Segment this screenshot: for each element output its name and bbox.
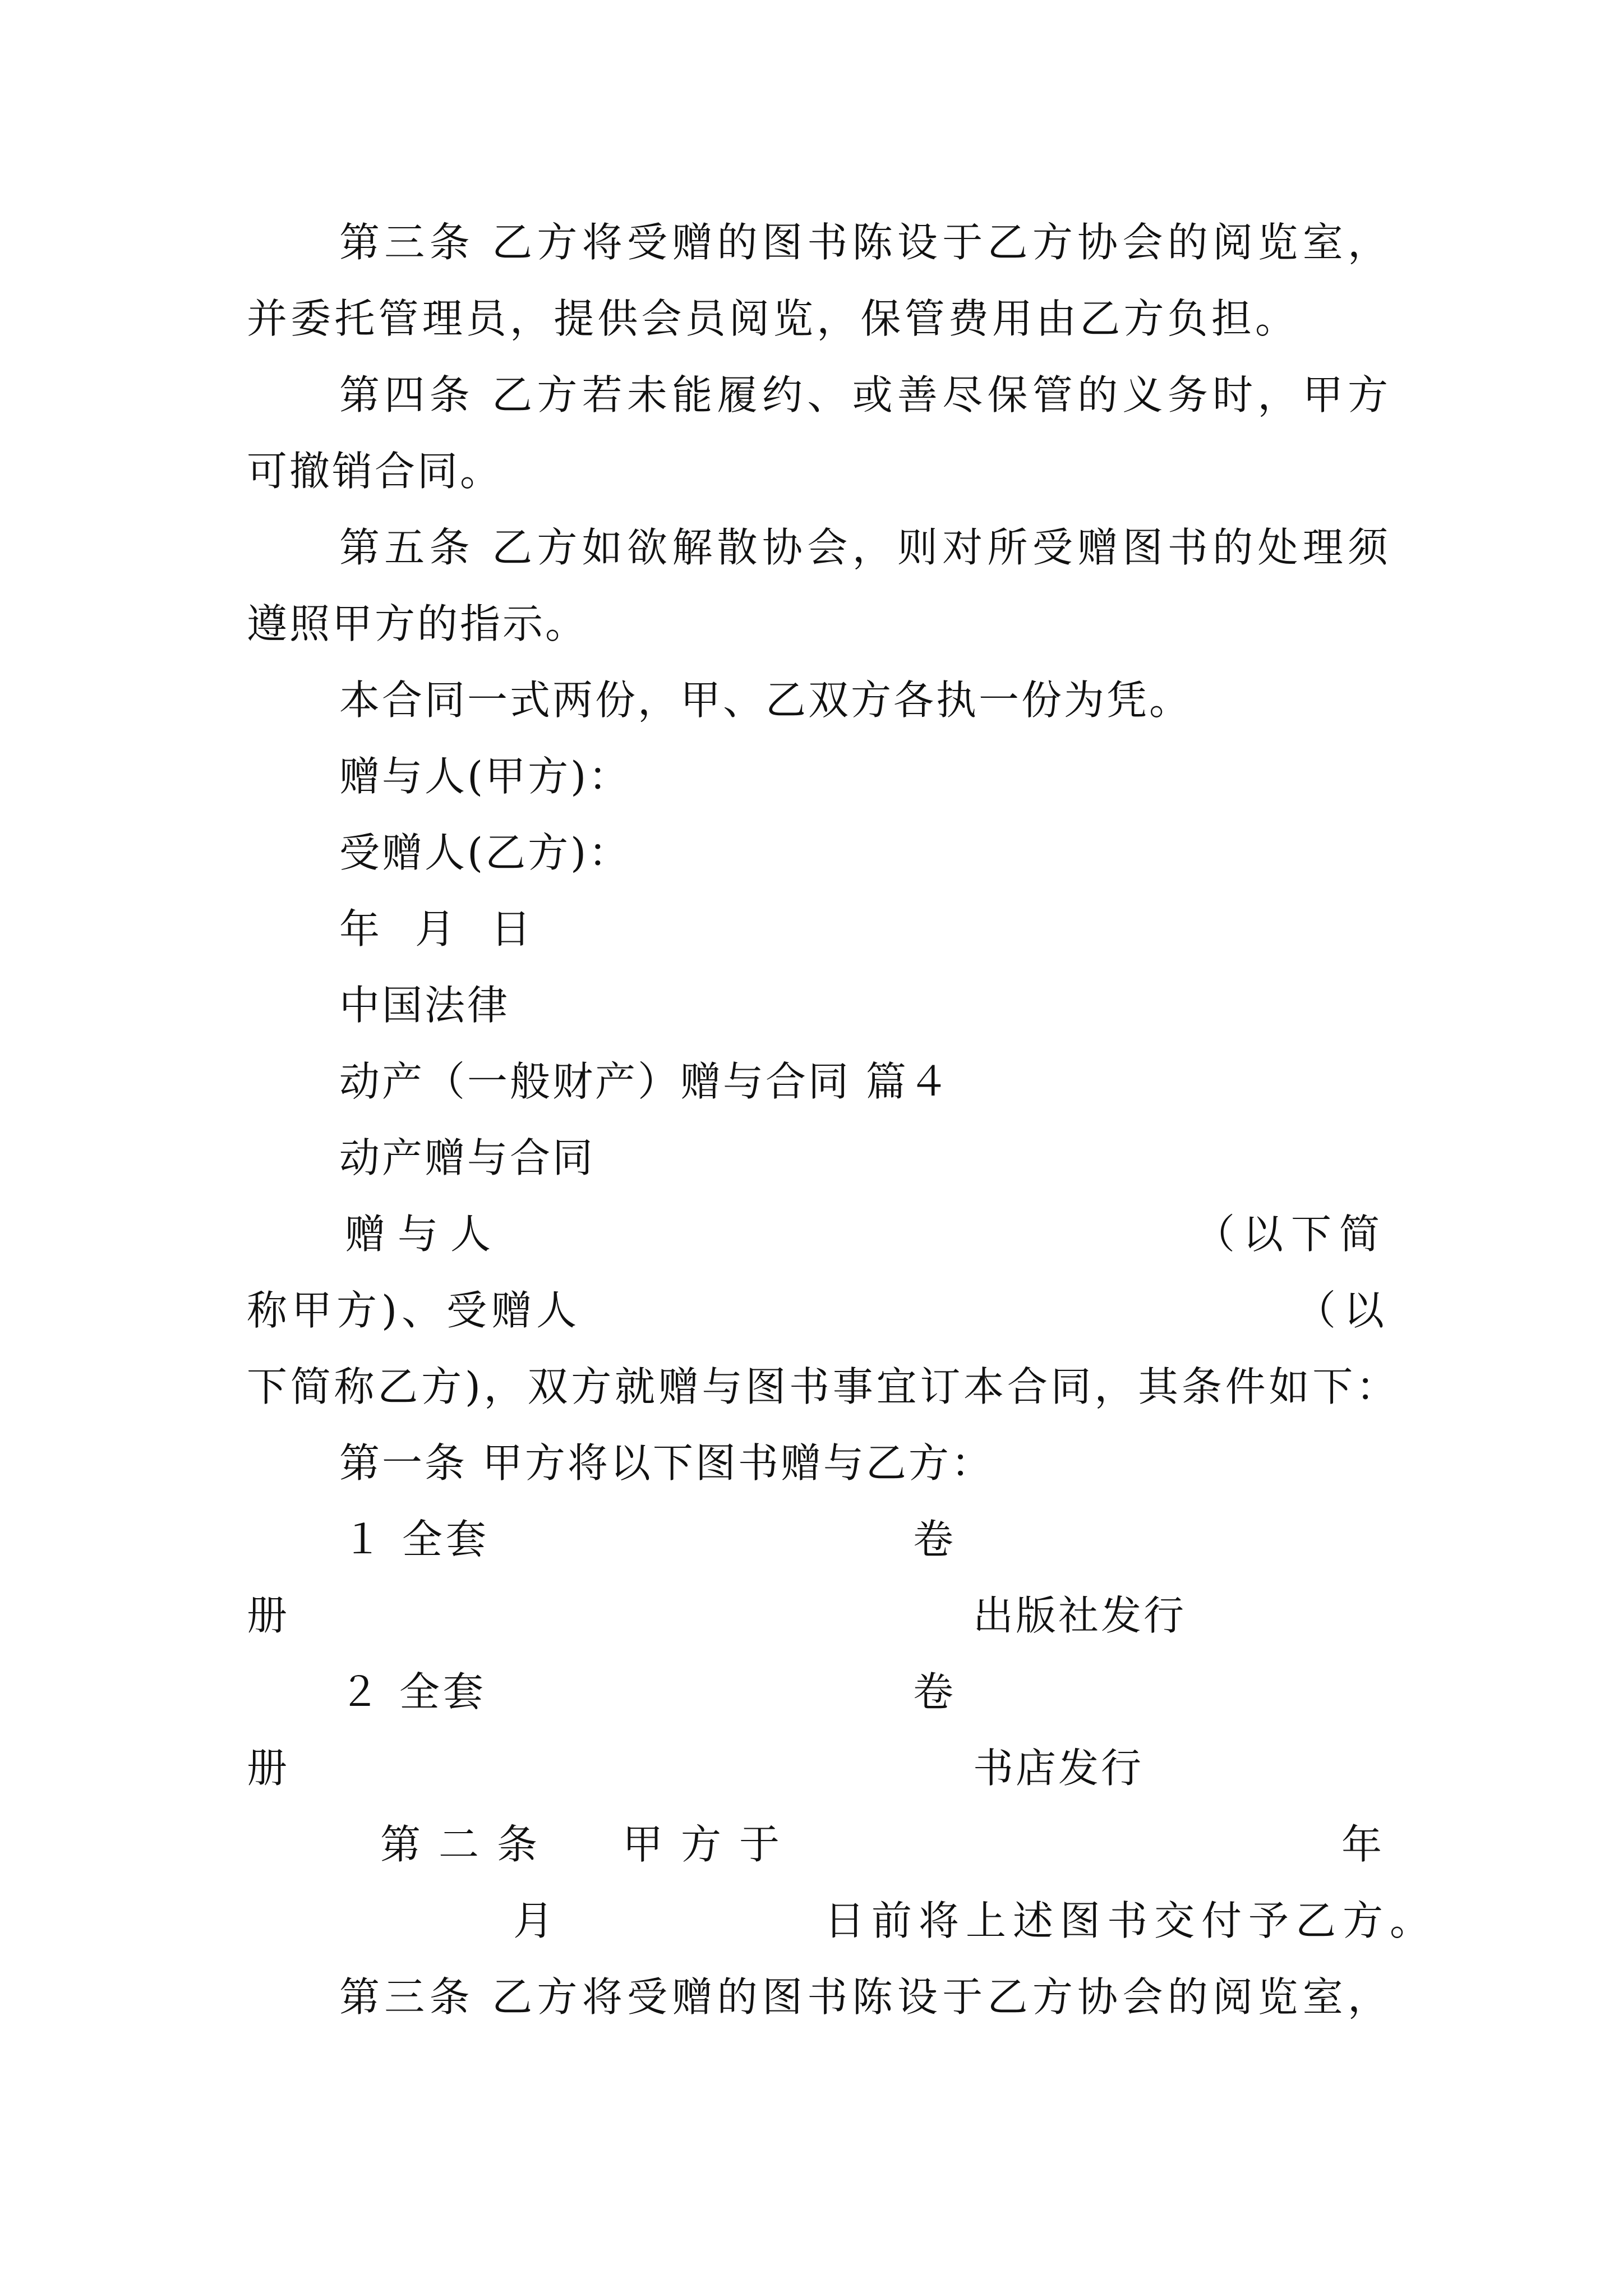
donor-abbrev-label: （以下简	[1195, 1211, 1388, 1258]
copies-clause: 本合同一式两份，甲、乙双方各执一份为凭。	[339, 677, 1192, 724]
recipient-abbrev-label: （以	[1295, 1287, 1393, 1334]
item-2-bookstore: 书店发行	[973, 1745, 1144, 1792]
item-2-volume: 卷	[913, 1668, 954, 1715]
article-1-heading: 第一条 甲方将以下图书赠与乙方：	[339, 1439, 994, 1487]
paragraph-article-3-line-1: 第三条 乙方将受赠的图书陈设于乙方协会的阅览室，	[339, 219, 1388, 266]
contract-title: 动产赠与合同	[339, 1134, 596, 1181]
item-2-book: 册	[247, 1745, 288, 1792]
recipient-signature-label: 受赠人(乙方)：	[339, 829, 631, 876]
recipient-label: 称甲方)、受赠人	[247, 1287, 582, 1334]
donor-signature-label: 赠与人(甲方)：	[339, 753, 631, 800]
item-1-book: 册	[247, 1592, 288, 1639]
article-3-repeat-line: 第三条 乙方将受赠的图书陈设于乙方协会的阅览室，	[339, 1973, 1388, 2021]
item-2-set: ２ 全套	[339, 1668, 487, 1715]
item-1-volume: 卷	[913, 1516, 954, 1563]
paragraph-article-3-line-2: 并委托管理员，提供会员阅览，保管费用由乙方负担。	[247, 295, 1295, 342]
article-2-year: 年	[1341, 1821, 1382, 1868]
article-2-month: 月	[513, 1897, 554, 1944]
donor-label: 赠与人	[345, 1211, 504, 1258]
source-label: 中国法律	[339, 982, 510, 1029]
article-2-party: 甲方于	[623, 1821, 798, 1868]
date-line: 年 月 日	[339, 905, 542, 953]
preamble-line: 下简称乙方)，双方就赠与图书事宜订本合同，其条件如下：	[247, 1363, 1396, 1410]
paragraph-article-5-line-1: 第五条 乙方如欲解散协会，则对所受赠图书的处理须	[339, 524, 1388, 571]
paragraph-article-4-line-2: 可撤销合同。	[247, 448, 503, 495]
item-1-publisher: 出版社发行	[973, 1592, 1187, 1639]
paragraph-article-4-line-1: 第四条 乙方若未能履约、或善尽保管的义务时，甲方	[339, 371, 1388, 418]
paragraph-article-5-line-2: 遵照甲方的指示。	[247, 600, 588, 647]
item-1-set: １ 全套	[342, 1516, 490, 1563]
article-2-delivery: 日前将上述图书交付予乙方。	[824, 1897, 1437, 1944]
section-heading: 动产（一般财产）赠与合同 篇４	[339, 1058, 951, 1105]
article-2-label: 第二条	[380, 1821, 556, 1868]
